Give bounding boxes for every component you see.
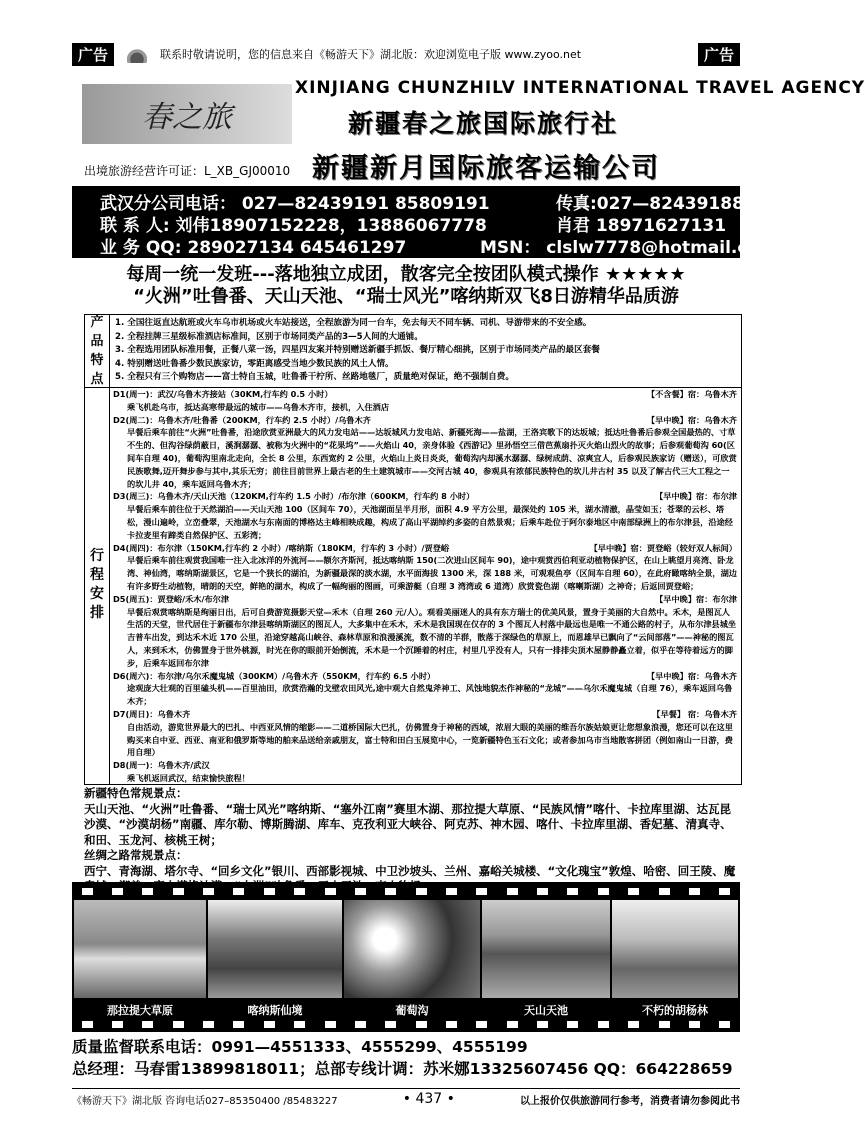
- ad-tag-left: 广告: [72, 43, 114, 66]
- feature-item: 3. 全程选用团队标准用餐，正餐八菜一汤，四星四友案并特别赠送新疆手抓饭、餐厅精心细挑，区别于市场同类产品的最区套餐: [115, 345, 600, 355]
- itinerary-list: [113, 388, 737, 785]
- ad-bar: [72, 44, 740, 64]
- day-heading: [113, 670, 737, 683]
- day-meals: 【早中晚】宿：乌鲁木齐: [646, 670, 737, 681]
- day-meals: 【早中晚】宿：贾登峪（较好双人标间）: [589, 542, 737, 553]
- ad-notice: 联系时敬请说明，您的信息来自《畅游天下》湖北版：欢迎浏览电子版 www.zyoo.net: [160, 48, 582, 61]
- photo-strip: [72, 882, 740, 1032]
- day-heading: [113, 388, 737, 401]
- itinerary-day: [113, 542, 737, 593]
- day-description: 途观庞大壮观的百里磕头机——百里油田，欣赏浩瀚的戈壁农田风光,途中观大自然鬼斧神工、风蚀地貌杰作神秘的“龙城”——乌尔禾魔鬼城（自理 76），乘车返回乌鲁木齐；: [127, 683, 733, 707]
- day-route: D7(周日)：乌鲁木齐: [113, 708, 191, 719]
- features-label: [85, 315, 110, 387]
- caption-grape-valley: 葡萄沟: [395, 1004, 429, 1017]
- features-label-text: 产品特点: [90, 315, 104, 387]
- day-route: D5(周五)：贾登峪/禾木/布尔津: [113, 593, 230, 604]
- caption-kanas: 喀纳斯仙境: [247, 1004, 303, 1017]
- caption-nalati: 那拉提大草原: [107, 1004, 173, 1017]
- itinerary-label-text: 行程安排: [90, 548, 104, 621]
- photo-kanas: [208, 900, 342, 998]
- ad-tag-right: 广告: [698, 43, 740, 66]
- scenic-text-2: 西宁、青海湖、塔尔寺、“回乡文化”银川、西部影视城、中卫沙坡头、兰州、嘉峪关城楼、“文化瑰宝”敦煌、哈密、回王陵、魔: [84, 863, 736, 878]
- contact-person: 联 系 人: 刘伟18907152228，13886067778: [100, 216, 487, 236]
- day-route: D1(周一)：武汉/乌鲁木齐接站（30KM,行车约 0.5 小时）: [113, 389, 333, 399]
- day-meals: 【不含餐】宿：乌鲁木齐: [646, 389, 737, 399]
- slogan-line-1: 每周一统一发班---落地独立成团，散客完全按团队模式操作 ★★★★★: [126, 264, 686, 285]
- slogan-line-2: “火洲”吐鲁番、天山天池、“瑞士风光”喀纳斯双飞8日游精华品质游: [133, 286, 679, 307]
- photo-nalati-grassland: [74, 900, 206, 998]
- itinerary-label: [85, 386, 110, 784]
- transport-company-name: 新疆新月国际旅客运输公司: [312, 153, 660, 184]
- day-heading: [113, 759, 737, 772]
- slogan: [72, 264, 740, 308]
- contact-fax: 传真:027—82439188: [556, 194, 744, 214]
- day-description: 早餐后乘车前往“火洲”吐鲁番，沿途欣赏亚洲最大的风力发电站——达坂城风力发电站、新疆死海——盐湖，王洛宾歌下的达坂城；抵达吐鲁番后参观全国最热的、寸草不生的、但沟谷绿荫蔽日，溪涧潺潺、被称为火洲中的“花果坞”——火焰山 40，亲身体验《西游记》里孙悟空三借芭蕉扇扑灭火焰山烈火的故事；后参观葡萄沟 60(区间车自理 40)，葡萄沟里南北走向，全长 8 公里，东西宽约 2 公里，火焰山上炎日炎炎，葡萄沟内却溪水潺潺、绿树成荫、凉爽宜人，后参观民族家访（赠送），可欣赏民族歌舞,迈开舞步参与其中,其乐无穷；前往目前世界上最古老的生土建筑城市——交河古城 40，参观具有浓郁民族特色的坎儿井古村 35 以及了解古代三大工程之一的坎儿井 40，乘车返回乌鲁木齐；: [127, 427, 737, 489]
- itinerary-day: [113, 759, 737, 785]
- itinerary-box: [84, 386, 742, 785]
- feature-item: 5. 全程只有三个购物店——富士特自玉城，吐鲁番干柠所、丝路地毯厂，质量绝对保证，绝不强制自费。: [115, 372, 514, 382]
- license-number: 出境旅游经营许可证：L_XB_GJ00010: [84, 164, 291, 178]
- itinerary-day: [113, 708, 737, 759]
- quality-contacts: [72, 1036, 733, 1080]
- caption-populus: 不朽的胡杨林: [642, 1004, 708, 1017]
- contact-msn: MSN： clslw7778@hotmail.com: [480, 238, 777, 258]
- contact-qq: 业 务 QQ: 289027134 645461297: [100, 238, 407, 258]
- agency-name-cn: 新疆春之旅国际旅行社: [348, 109, 619, 138]
- scenic-heading-2: 丝绸之路常规景点：: [84, 848, 188, 862]
- day-meals: 【早中晚】宿：乌鲁木齐: [646, 414, 737, 425]
- contact-phone: 武汉分公司电话： 027—82439191 85809191: [100, 194, 490, 214]
- photo-tianchi: [482, 900, 610, 998]
- contact-person-2: 肖君 18971627131: [556, 216, 727, 236]
- day-heading: [113, 414, 737, 427]
- itinerary-day: [113, 490, 737, 541]
- scenic-text-1: 天山天池、“火洲”吐鲁番、“瑞士风光”喀纳斯、“塞外江南”赛里木湖、那拉提大草原、“民族风情”喀什、卡拉库里湖、达瓦昆沙漠、“沙漠胡杨”南疆、库尔勒、博斯腾湖、库车、克孜利亚大峡谷、阿克苏、神木园、喀什、卡拉库里湖、香妃墓、清真寺、和田、玉龙河、核桃王树；: [84, 801, 732, 847]
- day-description: 早餐后乘车前往位于天然湖泊——天山天池 100（区间车 70），天池湖面呈半月形，面积 4.9 平方公里，最深处约 105 米，湖水清澈，晶莹如玉；苍翠的云杉、塔松，漫山遍岭，立峦叠翠，天池湖水与东南面的博格达主峰相映成趣，构成了高山平湖绰约多姿的自然景观；后乘车赴位于阿尔泰地区中南部绿洲上的布尔津县，沿途经卡拉麦里有蹄类自然保护区、五彩湾；: [127, 504, 733, 540]
- day-route: D8(周一)：乌鲁木齐/武汉: [113, 760, 210, 771]
- agency-name-en: XINJIANG CHUNZHILV INTERNATIONAL TRAVEL AGENCY: [295, 78, 865, 98]
- itinerary-day: [113, 414, 737, 491]
- day-route: D4(周四)：布尔津（150KM,行车约 2 小时）/喀纳斯（180KM，行车约 3 小时）/贾登峪: [113, 542, 450, 553]
- scenic-heading-1: 新疆特色常规景点：: [84, 786, 188, 800]
- day-heading: [113, 593, 737, 606]
- day-description: 自由活动，游览世界最大的巴扎、中西亚风情的缩影——二道桥国际大巴扎，仿佛置身于神秘的西域，浓眉大眼的美丽的维吾尔族姑娘更让您想象浪漫，您还可以在这里购买来自中亚、西亚、南亚和俄罗斯等地的舶来品送给亲戚朋友，富士特和田白玉展览中心，一览新疆特色玉石文化；或者参加乌市当地散客拼团（例如南山一日游，费用自理）: [127, 721, 733, 758]
- contact-panel: [72, 186, 777, 258]
- day-description: 乘飞机返回武汉，结束愉快旅程！: [127, 772, 250, 783]
- day-route: D2(周二)：乌鲁木齐/吐鲁番（200KM，行车约 2.5 小时）/乌鲁木齐: [113, 414, 371, 425]
- day-heading: [113, 708, 737, 721]
- footer-right: 以上报价仅供旅游同行参考，消费者请勿参阅此书: [519, 1095, 740, 1107]
- itinerary-day: [113, 593, 737, 670]
- day-description: 早餐后观赏喀纳斯是绚丽日出，后可自费游览摄影天堂—禾木（自理 260 元/人）。观看美丽迷人的具有东方瑞士的优美风景，置身于美丽的大自然中。禾木，是图瓦人生活的天堂，世代居住于新疆布尔津县喀纳斯湖区的图瓦人，大多集中在禾木，禾木是我国现在仅存的 3 个图瓦人村落中最远也是唯一不通公路的村子，从布尔津县城坐吉普车出发，到达禾木近 170 公里，沿途穿越高山峡谷、森林草原和浪漫溪流，数不清的羊群，散落于深绿色的草原上，而恩雄早已飘向了“云间部落”——神秘的图瓦人，来到禾木，仿佛置身于世外桃源，时光在你的眼前开始倒流，禾木是一个沉睡着的村庄，村里几乎没有人，只有一排排尖顶木屋静静矗立着，似乎在等待着远方的脚步，后乘车返回布尔津: [127, 606, 737, 668]
- day-description: 早餐后乘车前往观赏我国唯一注入北冰洋的外流河——额尔齐斯河，抵达喀纳斯 150(二次进山区间车 90)，途中观赏西伯利亚动植物保护区，在山上眺望月亮湾、卧龙湾、神仙湾，喀纳斯湖景区，它是一个狭长的湖泊，为新疆最深的淡水湖，水平面海拔 1300 米，深 188 米，可观观鱼亭（区间车自理 60），在此府瞰喀纳全景，湖边有许多野生动植物，晴朗的天空，鲜艳的湖水，构成了一幅绚丽的图画，可乘游艇（自理 3 湾湾或 6 道湾）欣赏瓷色湖（喀喇斯湖）之神奇；后返回贾登峪；: [127, 555, 737, 591]
- photo-grape-valley: [344, 900, 480, 998]
- itinerary-day: [113, 388, 737, 414]
- page-number: • 437 •: [402, 1091, 455, 1107]
- itinerary-day: [113, 670, 737, 708]
- agency-logo: [82, 84, 292, 144]
- day-route: D3(周三)：乌鲁木齐/天山天池（120KM,行车约 1.5 小时）/布尔津（600KM，行车约 8 小时）: [113, 491, 475, 502]
- day-meals: 【早餐】 宿：乌鲁木齐: [652, 708, 737, 719]
- magazine-logo-icon: [120, 45, 154, 63]
- quality-line-2: 总经理：马春雷13899818011；总部专线计调：苏米娜13325607456 QQ：664228659: [72, 1060, 733, 1078]
- day-description: 乘飞机赴乌市，抵达高寒带最远的城市——乌鲁木齐市，接机，入住酒店: [127, 401, 390, 412]
- film-holes-bottom: [72, 1018, 740, 1030]
- feature-item: 4. 特别赠送吐鲁番少数民族家访，零距离感受当地少数民族的风土人情。: [115, 358, 394, 369]
- day-heading: [113, 542, 737, 555]
- feature-item: 2. 全程挂牌三星级标准酒店标准间，区别于市场同类产品的3—5人间的大通铺。: [115, 331, 423, 342]
- day-heading: [113, 490, 737, 503]
- footer-left: 《畅游天下》湖北版 咨询电话027–85350400 /85483227: [72, 1095, 338, 1107]
- quality-line-1: 质量监督联系电话：0991—4551333、4555299、4555199: [72, 1038, 528, 1056]
- day-meals: 【早中晚】宿：布尔津: [655, 491, 737, 502]
- page-footer: [72, 1088, 740, 1107]
- features-box: [84, 314, 742, 388]
- photo-populus-forest: [612, 900, 738, 998]
- agency-logo-text: 春之旅: [142, 100, 232, 135]
- feature-item: 1. 全国往返直达航班或火车乌市机场或火车站接送，全程旅游为同一台车，免去每天不同车辆、司机、导游带来的不安全感。: [115, 318, 592, 328]
- caption-tianchi: 天山天池: [524, 1004, 568, 1017]
- day-route: D6(周六)：布尔津/乌尔禾魔鬼城（300KM）/乌鲁木齐（550KM，行车约 6.5 小时）: [113, 670, 436, 681]
- features-list: [115, 317, 737, 385]
- film-holes-top: [72, 885, 740, 897]
- day-meals: 【早中晚】宿：布尔津: [655, 593, 737, 604]
- scenic-section: [84, 786, 740, 895]
